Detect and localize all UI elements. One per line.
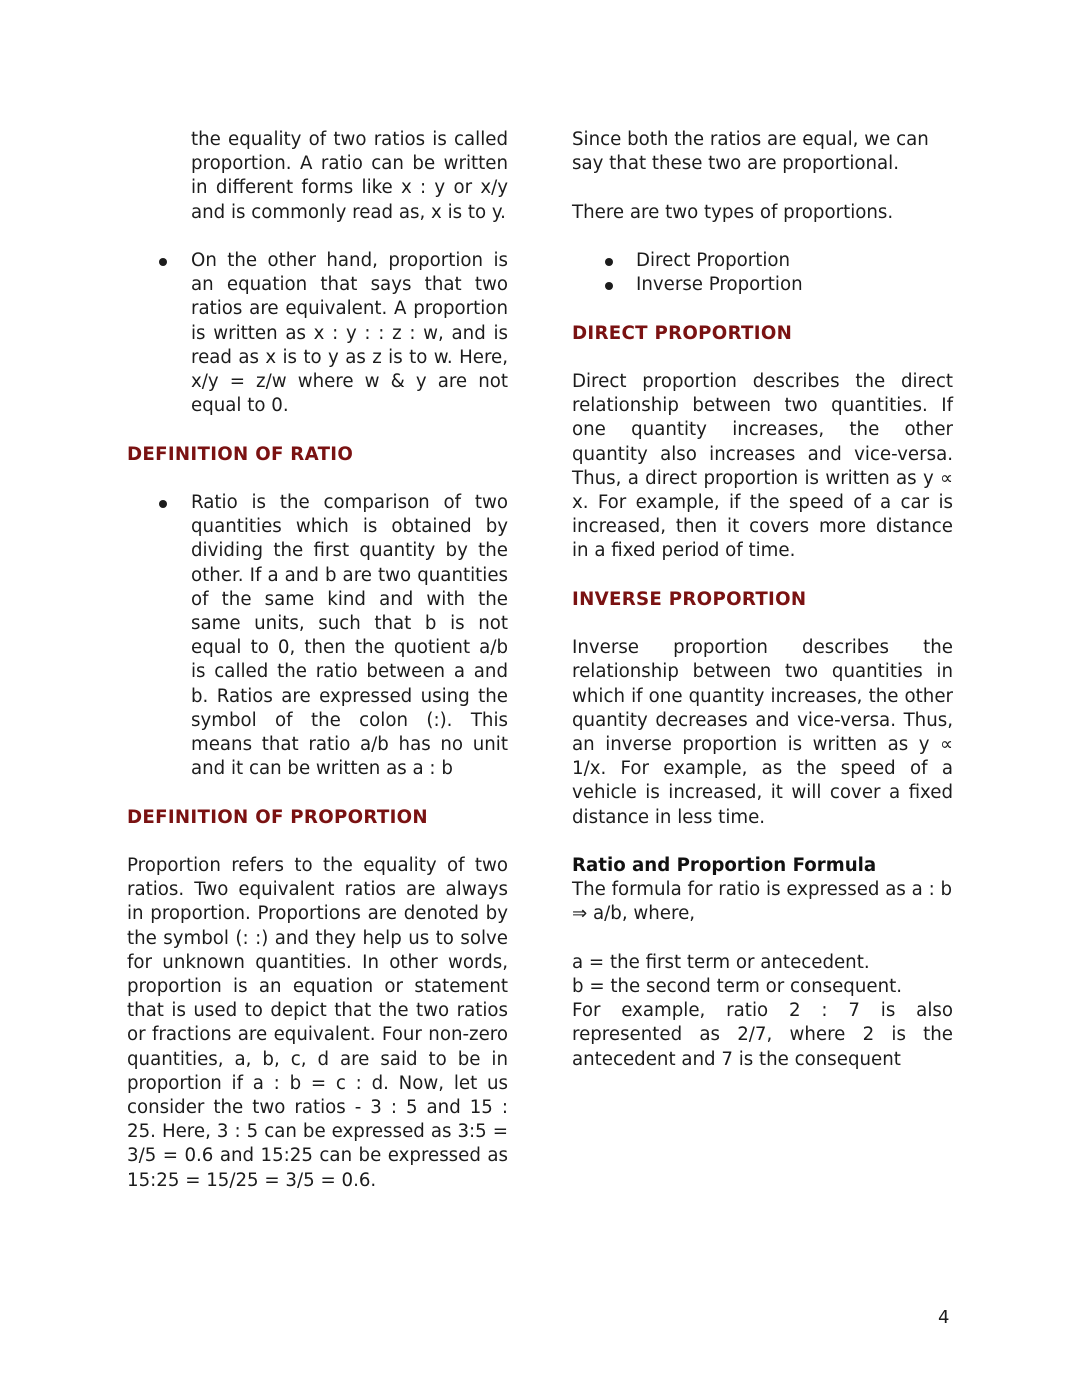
intro-continuation: the equality of two ratios is called proportion. A ratio can be written in different forms like x : y or x/y and is commonly read as, x is to y.: [191, 129, 508, 223]
formula-a: a = the first term or antecedent.: [572, 951, 870, 973]
types-intro: There are two types of proportions.: [572, 201, 894, 223]
ratio-bullet-list: [127, 491, 508, 781]
list-item: Inverse Proportion: [572, 273, 953, 297]
section-heading-inverse: INVERSE PROPORTION: [572, 588, 807, 610]
formula-heading: Ratio and Proportion Formula: [572, 854, 877, 876]
page-number: 4: [938, 1307, 950, 1328]
formula-intro: The formula for ratio is expressed as a : b ⇒ a/b, where,: [572, 879, 953, 925]
left-column: [127, 128, 508, 1193]
direct-paragraph: Direct proportion describes the direct relationship between two quantities. If one quantity increases, the other quantity also increases and vice-versa. Thus, a direct proportion is written as y ∝ x. For example, if the speed of a car is increased, then it covers more distance in a fixed period of time.: [572, 370, 953, 562]
formula-b: b = the second term or consequent.: [572, 975, 903, 997]
proportional-statement: Since both the ratios are equal, we can say that these two are proportional.: [572, 129, 929, 175]
section-heading-proportion: DEFINITION OF PROPORTION: [127, 806, 428, 828]
list-item: Direct Proportion: [572, 249, 953, 273]
list-item: On the other hand, proportion is an equation that says that two ratios are equivalent. A proportion is written as x : y : : z : w, and is read as x is to y as z is to w. Here, x/y = z/w where w & y are not equal to 0.: [127, 249, 508, 418]
inverse-paragraph: Inverse proportion describes the relationship between two quantities in which if one quantity increases, the other quantity decreases and vice-versa. Thus, an inverse proportion is written as y ∝ 1/x. For example, as the speed of a vehicle is increased, it will cover a fixed distance in less time.: [572, 637, 953, 828]
list-item: Ratio is the comparison of two quantities which is obtained by dividing the first quantity by the other. If a and b are two quantities of the same kind and with the same units, such that b is not equal to 0, then the quotient a/b is called the ratio between a and b. Ratios are expressed using the symbol of the colon (:). This means that ratio a/b has no unit and it can be written as a : b: [127, 491, 508, 781]
section-heading-direct: DIRECT PROPORTION: [572, 322, 793, 344]
section-heading-ratio: DEFINITION OF RATIO: [127, 443, 354, 465]
proportion-types-list: [572, 249, 953, 297]
proportion-bullet-list: [127, 249, 508, 418]
proportion-paragraph: Proportion refers to the equality of two ratios. Two equivalent ratios are always in proportion. Proportions are denoted by the symbol (: :) and they help us to solve for unknown quantities. In other words, proportion is an equation or statement that is used to depict that the two ratios or fractions are equivalent. Four non-zero quantities, a, b, c, d are said to be in proportion if a : b = c : d. Now, let us consider the two ratios - 3 : 5 and 15 : 25. Here, 3 : 5 can be expressed as 3:5 = 3/5 = 0.6 and 15:25 can be expressed as 15:25 = 15/25 = 3/5 = 0.6.: [127, 855, 508, 1191]
formula-example: For example, ratio 2 : 7 is also represented as 2/7, where 2 is the antecedent and 7 is the consequent: [572, 1000, 953, 1070]
right-column: [572, 128, 953, 1072]
